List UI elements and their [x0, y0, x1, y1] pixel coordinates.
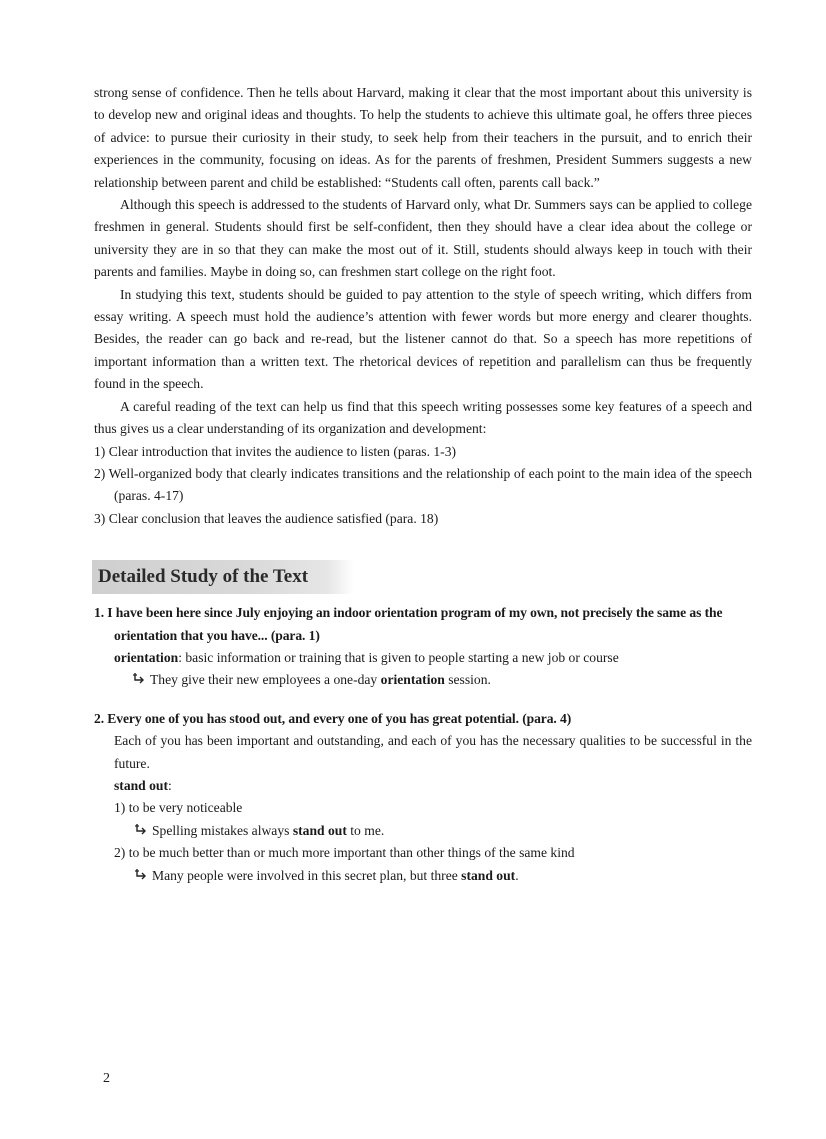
sense-2-example	[94, 865, 752, 887]
sense-2: 2) to be much better than or much more important than other things of the same kind	[114, 845, 575, 861]
page-number: 2	[103, 1071, 110, 1086]
intro-paragraph-1: strong sense of confidence. Then he tells about Harvard, making it clear that the most important about this university is to develop new and original ideas and thoughts. To help the students to achieve this ultimate goal, he offers three pieces of advice: to pursue their curiosity in their study, to seek help from their teachers in the pursuit, and to enrich their experiences in the community, focusing on ideas. As for the parents of freshmen, President Summers suggests a new relationship between parent and child be established: “Students call often, parents call back.”	[94, 85, 752, 190]
entry-heading: 1. I have been here since July enjoying an indoor orientation program of my own, not precisely the same as the orientation that you have... (para. 1)	[94, 605, 723, 643]
example-sentence	[94, 669, 752, 691]
intro-paragraph-2: Although this speech is addressed to the students of Harvard only, what Dr. Summers says can be applied to college freshmen in general. Students should first be self-confident, then they should have a clear idea about the college or university they are in so that they can make the most out of it. Still, students should always keep in touch with their parents and families. Maybe in doing so, can freshmen start college on the right foot.	[94, 197, 752, 280]
entry-term: orientation	[114, 649, 179, 665]
example-text-before: They give their new employees a one-day	[150, 672, 381, 688]
study-entry-1	[94, 602, 752, 692]
entry-heading: 2. Every one of you has stood out, and every one of you has great potential. (para. 4)	[94, 710, 572, 726]
example-text-before: Spelling mistakes always	[152, 822, 293, 838]
term-colon: :	[168, 777, 172, 793]
pointing-arrow-icon	[134, 823, 148, 837]
pointing-arrow-icon	[134, 868, 148, 882]
intro-paragraph-3: In studying this text, students should be guided to pay attention to the style of speech writing, which differs from essay writing. A speech must hold the audience’s attention with fewer words but more energy and clearer thoughts. Besides, the reader can go back and re-read, but the listener cannot do that. So a speech has more repetitions of important information than a written text. The rhetorical devices of repetition and parallelism can thus be frequently found in the speech.	[94, 286, 752, 392]
example-term: orientation	[380, 672, 445, 688]
entry-term-line	[94, 775, 752, 797]
term-colon: :	[178, 649, 186, 665]
intro-paragraph-4: A careful reading of the text can help us find that this speech writing possesses some key features of a speech and thus gives us a clear understanding of its organization and development:	[94, 398, 752, 437]
section-title: Detailed Study of the Text	[92, 560, 354, 594]
pointing-arrow-icon	[132, 672, 146, 686]
sense-1-example	[94, 820, 752, 842]
example-term: stand out	[292, 822, 347, 838]
section-header	[94, 560, 752, 594]
definition-text: basic information or training that is given to people starting a new job or course	[185, 649, 619, 665]
entry-paraphrase: Each of you has been important and outstanding, and each of you has the necessary qualities to be successful in the future.	[114, 733, 752, 771]
example-term: stand out	[461, 867, 516, 883]
feature-list-item: 3) Clear conclusion that leaves the audience satisfied (para. 18)	[94, 510, 439, 526]
feature-list-item: 1) Clear introduction that invites the audience to listen (paras. 1-3)	[94, 443, 457, 459]
sense-1: 1) to be very noticeable	[114, 800, 243, 816]
example-text-after: session.	[444, 672, 491, 688]
example-text-after: to me.	[346, 822, 385, 838]
study-entry-2	[94, 708, 752, 887]
feature-list-item: 2) Well-organized body that clearly indicates transitions and the relationship of each point to the main idea of the speech (paras. 4-17)	[94, 465, 752, 504]
entry-definition	[94, 647, 752, 669]
feature-list	[94, 441, 752, 531]
example-text-before: Many people were involved in this secret plan, but three	[152, 867, 462, 883]
example-text-after: .	[515, 867, 519, 883]
entry-term: stand out	[114, 777, 169, 793]
page-content	[94, 82, 752, 887]
